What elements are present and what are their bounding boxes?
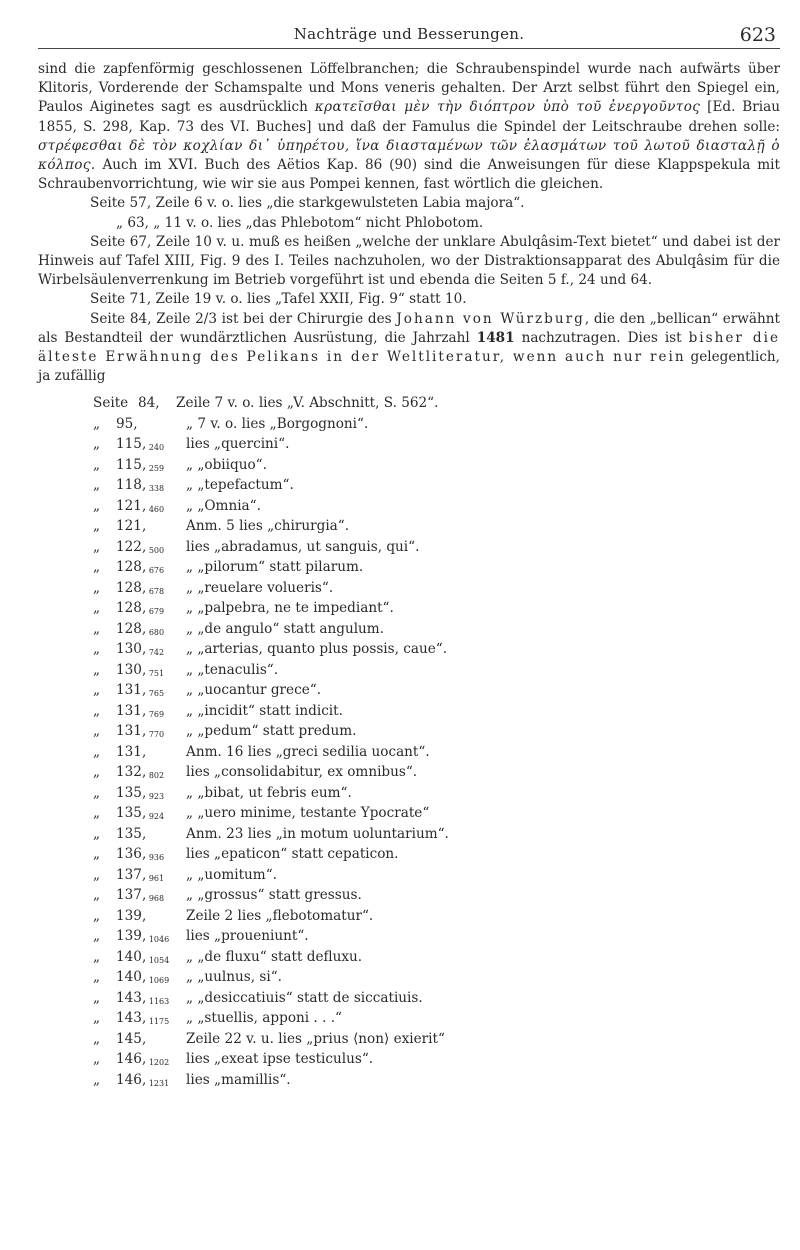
line-subscript: 1202	[146, 1058, 170, 1068]
page-ref: 131,	[116, 743, 147, 760]
page-ref: 135,	[116, 825, 147, 842]
list-item	[38, 681, 780, 702]
author-name: Johann von Würzburg	[396, 310, 585, 327]
list-item	[38, 825, 780, 846]
page-ref: 139,	[116, 907, 147, 924]
correction-text: Anm. 16 lies „greci sedilia uocant“.	[186, 743, 430, 760]
line-subscript: 923	[146, 791, 165, 801]
ditto-mark: „	[93, 702, 101, 719]
line-subscript: 1054	[146, 955, 170, 965]
list-item	[38, 579, 780, 600]
page-ref: 121, $_{460}$	[116, 497, 165, 514]
list-item	[38, 599, 780, 620]
correction-text: „ „desiccatiuis“ statt de siccatiuis.	[186, 989, 423, 1006]
list-item	[38, 517, 780, 538]
greek-quote: κρατεῖσθαι μὲν τὴν διόπτρον ὑπὸ τοῦ ἐνεργοῦντος	[314, 99, 701, 116]
line-subscript: 676	[146, 566, 165, 576]
page-number: 623	[739, 24, 776, 46]
correction-text: „ „reuelare volueris“.	[186, 579, 334, 596]
list-item	[38, 948, 780, 969]
ditto-mark: „	[93, 1051, 101, 1068]
corrections-list	[38, 394, 780, 1091]
list-item	[38, 702, 780, 723]
correction-text: „ „tepefactum“.	[186, 477, 294, 494]
correction-text: Zeile 7 v. o. lies „V. Abschnitt, S. 562“.	[176, 395, 439, 412]
correction-s67: Seite 67, Zeile 10 v. u. muß es heißen „welche der unklare Abulqâsim-Text bietet“ und dabei ist der Hinweis auf Tafel XIII, Fig. 9 des I. Teiles nachzuholen, wo der Distraktionsapparat des Abulqâsim für die Wirbelsäulenverrenkung im Betrieb vorgeführt ist und ebenda die Seiten 5 f., 24 und 64.	[38, 233, 780, 289]
ditto-mark: „	[93, 784, 101, 801]
line-subscript: 1069	[146, 976, 170, 986]
correction-text: „ „tenaculis“.	[186, 661, 279, 678]
text-run: nachzutragen. Dies ist	[514, 329, 689, 346]
line-subscript: 1046	[146, 935, 170, 945]
correction-text: „ „grossus“ statt gressus.	[186, 887, 362, 904]
ditto-mark: „	[93, 1010, 101, 1027]
line-subscript: 742	[146, 648, 165, 658]
line-subscript: 770	[146, 730, 165, 740]
page-ref: 130, $_{742}$	[116, 641, 165, 658]
line-subscript: 961	[146, 873, 165, 883]
line-subscript: 765	[146, 689, 165, 699]
ditto-mark: „	[93, 825, 101, 842]
page-ref: 115, $_{259}$	[116, 456, 165, 473]
list-item	[38, 456, 780, 477]
correction-text: „ „bibat, ut febris eum“.	[186, 784, 352, 801]
correction-text: „ 7 v. o. lies „Borgognoni“.	[186, 415, 369, 432]
list-item	[38, 661, 780, 682]
ditto-mark: „	[93, 620, 101, 637]
correction-s84	[38, 310, 780, 387]
page-ref: 137, $_{961}$	[116, 866, 165, 883]
list-item	[38, 640, 780, 661]
page-ref: 140, $_{1069}$	[116, 969, 170, 986]
page-ref: 84,	[138, 395, 160, 412]
list-item	[38, 1050, 780, 1071]
ditto-mark: „	[93, 477, 101, 494]
list-item	[38, 538, 780, 559]
ditto-mark: „	[93, 764, 101, 781]
ditto-mark: „	[93, 641, 101, 658]
correction-text: lies „quercini“.	[186, 436, 290, 453]
list-item	[38, 784, 780, 805]
ditto-mark: „	[93, 846, 101, 863]
ditto-mark: „	[93, 948, 101, 965]
list-item	[38, 989, 780, 1010]
correction-text: „ „incidit“ statt indicit.	[186, 702, 343, 719]
line-subscript: 1163	[146, 996, 170, 1006]
page-ref: 146, $_{1231}$	[116, 1071, 170, 1088]
correction-text: „ „palpebra, ne te impediant“.	[186, 600, 394, 617]
list-item	[38, 1009, 780, 1030]
page-ref: 122, $_{500}$	[116, 538, 165, 555]
ditto-mark: „	[93, 661, 101, 678]
page-ref: 132, $_{802}$	[116, 764, 165, 781]
page-ref: 130, $_{751}$	[116, 661, 165, 678]
correction-text: lies „abradamus, ut sanguis, qui“.	[186, 538, 420, 555]
page-ref: 128, $_{679}$	[116, 600, 165, 617]
line-subscript: 802	[146, 771, 165, 781]
line-subscript: 679	[146, 607, 165, 617]
ditto-mark: „	[93, 928, 101, 945]
correction-text: „ „stuellis, apponi . . .“	[186, 1010, 342, 1027]
ditto-mark: „	[93, 456, 101, 473]
list-item	[38, 845, 780, 866]
ditto-mark: „	[93, 538, 101, 555]
page-ref: 128, $_{678}$	[116, 579, 165, 596]
ditto-mark: „	[93, 436, 101, 453]
text-run: [Ed. Briau 1855, S. 298, Kap. 73 des VI. Buches] und daß der Famulus die Spindel der Leitschraube drehen solle:	[38, 99, 780, 135]
correction-text: „ „uocantur grece“.	[186, 682, 322, 699]
line-subscript: 500	[146, 545, 165, 555]
ditto-mark: „	[93, 682, 101, 699]
greek-quote: στρέφεσθαι δὲ τὸν κοχλίαν δι᾽ ὑπηρέτου, ἵνα διασταμένων τῶν ἐλασμάτων τοῦ λωτοῦ διασταλῇ ὁ κόλπος.	[38, 137, 780, 174]
ditto-mark: „	[93, 600, 101, 617]
text-run: sind die zapfenförmig geschlossenen Löffelbranchen; die Schraubenspindel wurde nach aufwärts über Klitoris, Vorderende der Schamspalte und Mons veneris gehalten. Der Arzt selbst führt den Spiegel ein, Paulos Aiginetes sagt es ausdrücklich	[38, 61, 780, 116]
correction-text: lies „consolidabitur, ex omnibus“.	[186, 764, 418, 781]
ditto-mark: „	[93, 866, 101, 883]
page-ref: 143, $_{1175}$	[116, 1010, 170, 1027]
correction-text: Zeile 2 lies „flebotomatur“.	[186, 907, 374, 924]
correction-text: „ „pedum“ statt predum.	[186, 723, 357, 740]
list-item	[38, 722, 780, 743]
text-run: , die den „bellican“ erwähnt als Bestandteil der wundärztlichen Ausrüstung, die Jahrzahl	[38, 310, 781, 346]
list-item	[38, 866, 780, 887]
text-run: Seite 84, Zeile 2/3 ist bei der Chirurgie des	[90, 310, 397, 327]
correction-s57: Seite 57, Zeile 6 v. o. lies „die starkgewulsteten Labia majora“.	[90, 195, 525, 212]
page-ref: 131, $_{770}$	[116, 723, 165, 740]
correction-text: „ „de angulo“ statt angulum.	[186, 620, 385, 637]
list-item	[38, 927, 780, 948]
line-subscript: 460	[146, 504, 165, 514]
ditto-mark: „	[93, 559, 101, 576]
line-subscript: 936	[146, 853, 165, 863]
running-title: Nachträge und Besserungen.	[293, 25, 525, 43]
line-subscript: 338	[146, 484, 165, 494]
page-ref: 95,	[116, 415, 138, 432]
line-subscript: 1231	[146, 1078, 170, 1088]
page-ref: 137, $_{968}$	[116, 887, 165, 904]
correction-text: „ „obiiquo“.	[186, 456, 267, 473]
year: 1481	[476, 329, 515, 346]
list-item	[38, 497, 780, 518]
ditto-mark: „	[93, 1071, 101, 1088]
ditto-mark: „	[93, 723, 101, 740]
correction-text: „ „de fluxu“ statt defluxu.	[186, 948, 363, 965]
line-subscript: 678	[146, 586, 165, 596]
correction-text: lies „epaticon“ statt cepaticon.	[186, 846, 399, 863]
correction-text: Anm. 5 lies „chirurgia“.	[186, 518, 350, 535]
list-item	[38, 907, 780, 928]
line-subscript: 240	[146, 443, 165, 453]
ditto-mark: „	[93, 907, 101, 924]
page-ref: 143, $_{1163}$	[116, 989, 170, 1006]
list-item	[38, 394, 780, 415]
list-item	[38, 743, 780, 764]
ditto-mark: „	[93, 887, 101, 904]
list-item	[38, 620, 780, 641]
page-ref: 146, $_{1202}$	[116, 1051, 170, 1068]
ditto-mark: „	[93, 969, 101, 986]
correction-text: lies „mamillis“.	[186, 1071, 291, 1088]
correction-text: „ „pilorum“ statt pilarum.	[186, 559, 364, 576]
page-ref: 121,	[116, 518, 147, 535]
correction-text: „ „Omnia“.	[186, 497, 261, 514]
page-ref: 136, $_{936}$	[116, 846, 165, 863]
text-run: gelegentlich, ja zufällig	[38, 349, 781, 385]
correction-s63: „ 63, „ 11 v. o. lies „das Phlebotom“ nicht Phlobotom.	[116, 214, 484, 231]
page-ref: 139, $_{1046}$	[116, 928, 170, 945]
ditto-mark: „	[93, 743, 101, 760]
ditto-mark: „	[93, 579, 101, 596]
text-run: Auch im XVI. Buch des Aëtios Kap. 86 (90) sind die Anweisungen für diese Klappspekula mit Schraubenvorrichtung, wie wir sie aus Pompei kennen, fast wörtlich die gleichen.	[38, 157, 780, 193]
list-item	[38, 1071, 780, 1092]
list-item	[38, 558, 780, 579]
list-item	[38, 886, 780, 907]
list-item	[38, 415, 780, 436]
list-item	[38, 804, 780, 825]
correction-text: „ „arterias, quanto plus possis, caue“.	[186, 641, 448, 658]
page-ref: 135, $_{924}$	[116, 805, 165, 822]
line-subscript: 259	[146, 463, 165, 473]
paragraph-speculum	[38, 60, 780, 194]
page-ref: 128, $_{676}$	[116, 559, 165, 576]
correction-text: „ „uomitum“.	[186, 866, 277, 883]
list-item	[38, 435, 780, 456]
line-subscript: 680	[146, 627, 165, 637]
correction-text: lies „proueniunt“.	[186, 928, 309, 945]
page-body	[38, 60, 780, 1091]
correction-text: „ „uulnus, si“.	[186, 969, 282, 986]
page-ref: 131, $_{769}$	[116, 702, 165, 719]
ditto-mark: „	[93, 518, 101, 535]
list-item	[38, 968, 780, 989]
list-item	[38, 476, 780, 497]
correction-s71: Seite 71, Zeile 19 v. o. lies „Tafel XXII, Fig. 9“ statt 10.	[90, 291, 467, 308]
list-item	[38, 1030, 780, 1051]
ditto-mark: „	[93, 497, 101, 514]
page-header	[38, 20, 780, 49]
ditto-mark: Seite	[93, 395, 129, 412]
page-ref: 140, $_{1054}$	[116, 948, 170, 965]
page-ref: 131, $_{765}$	[116, 682, 165, 699]
line-subscript: 769	[146, 709, 165, 719]
ditto-mark: „	[93, 805, 101, 822]
page-ref: 135, $_{923}$	[116, 784, 165, 801]
list-item	[38, 763, 780, 784]
correction-text: lies „exeat ipse testiculus“.	[186, 1051, 374, 1068]
correction-text: Anm. 23 lies „in motum uoluntarium“.	[186, 825, 449, 842]
emphasis-text: bisher die älteste Erwähnung des Pelikans in der Weltliteratur, wenn auch nur rein	[38, 329, 781, 366]
line-subscript: 924	[146, 812, 165, 822]
line-subscript: 1175	[146, 1017, 170, 1027]
line-subscript: 751	[146, 668, 165, 678]
page-ref: 145,	[116, 1030, 147, 1047]
ditto-mark: „	[93, 989, 101, 1006]
correction-text: Zeile 22 v. u. lies „prius ⟨non⟩ exierit“	[186, 1030, 445, 1047]
page-ref: 118, $_{338}$	[116, 477, 165, 494]
correction-text: „ „uero minime, testante Ypocrate“	[186, 805, 430, 822]
ditto-mark: „	[93, 1030, 101, 1047]
page-ref: 115, $_{240}$	[116, 436, 165, 453]
page-ref: 128, $_{680}$	[116, 620, 165, 637]
line-subscript: 968	[146, 894, 165, 904]
ditto-mark: „	[93, 415, 101, 432]
